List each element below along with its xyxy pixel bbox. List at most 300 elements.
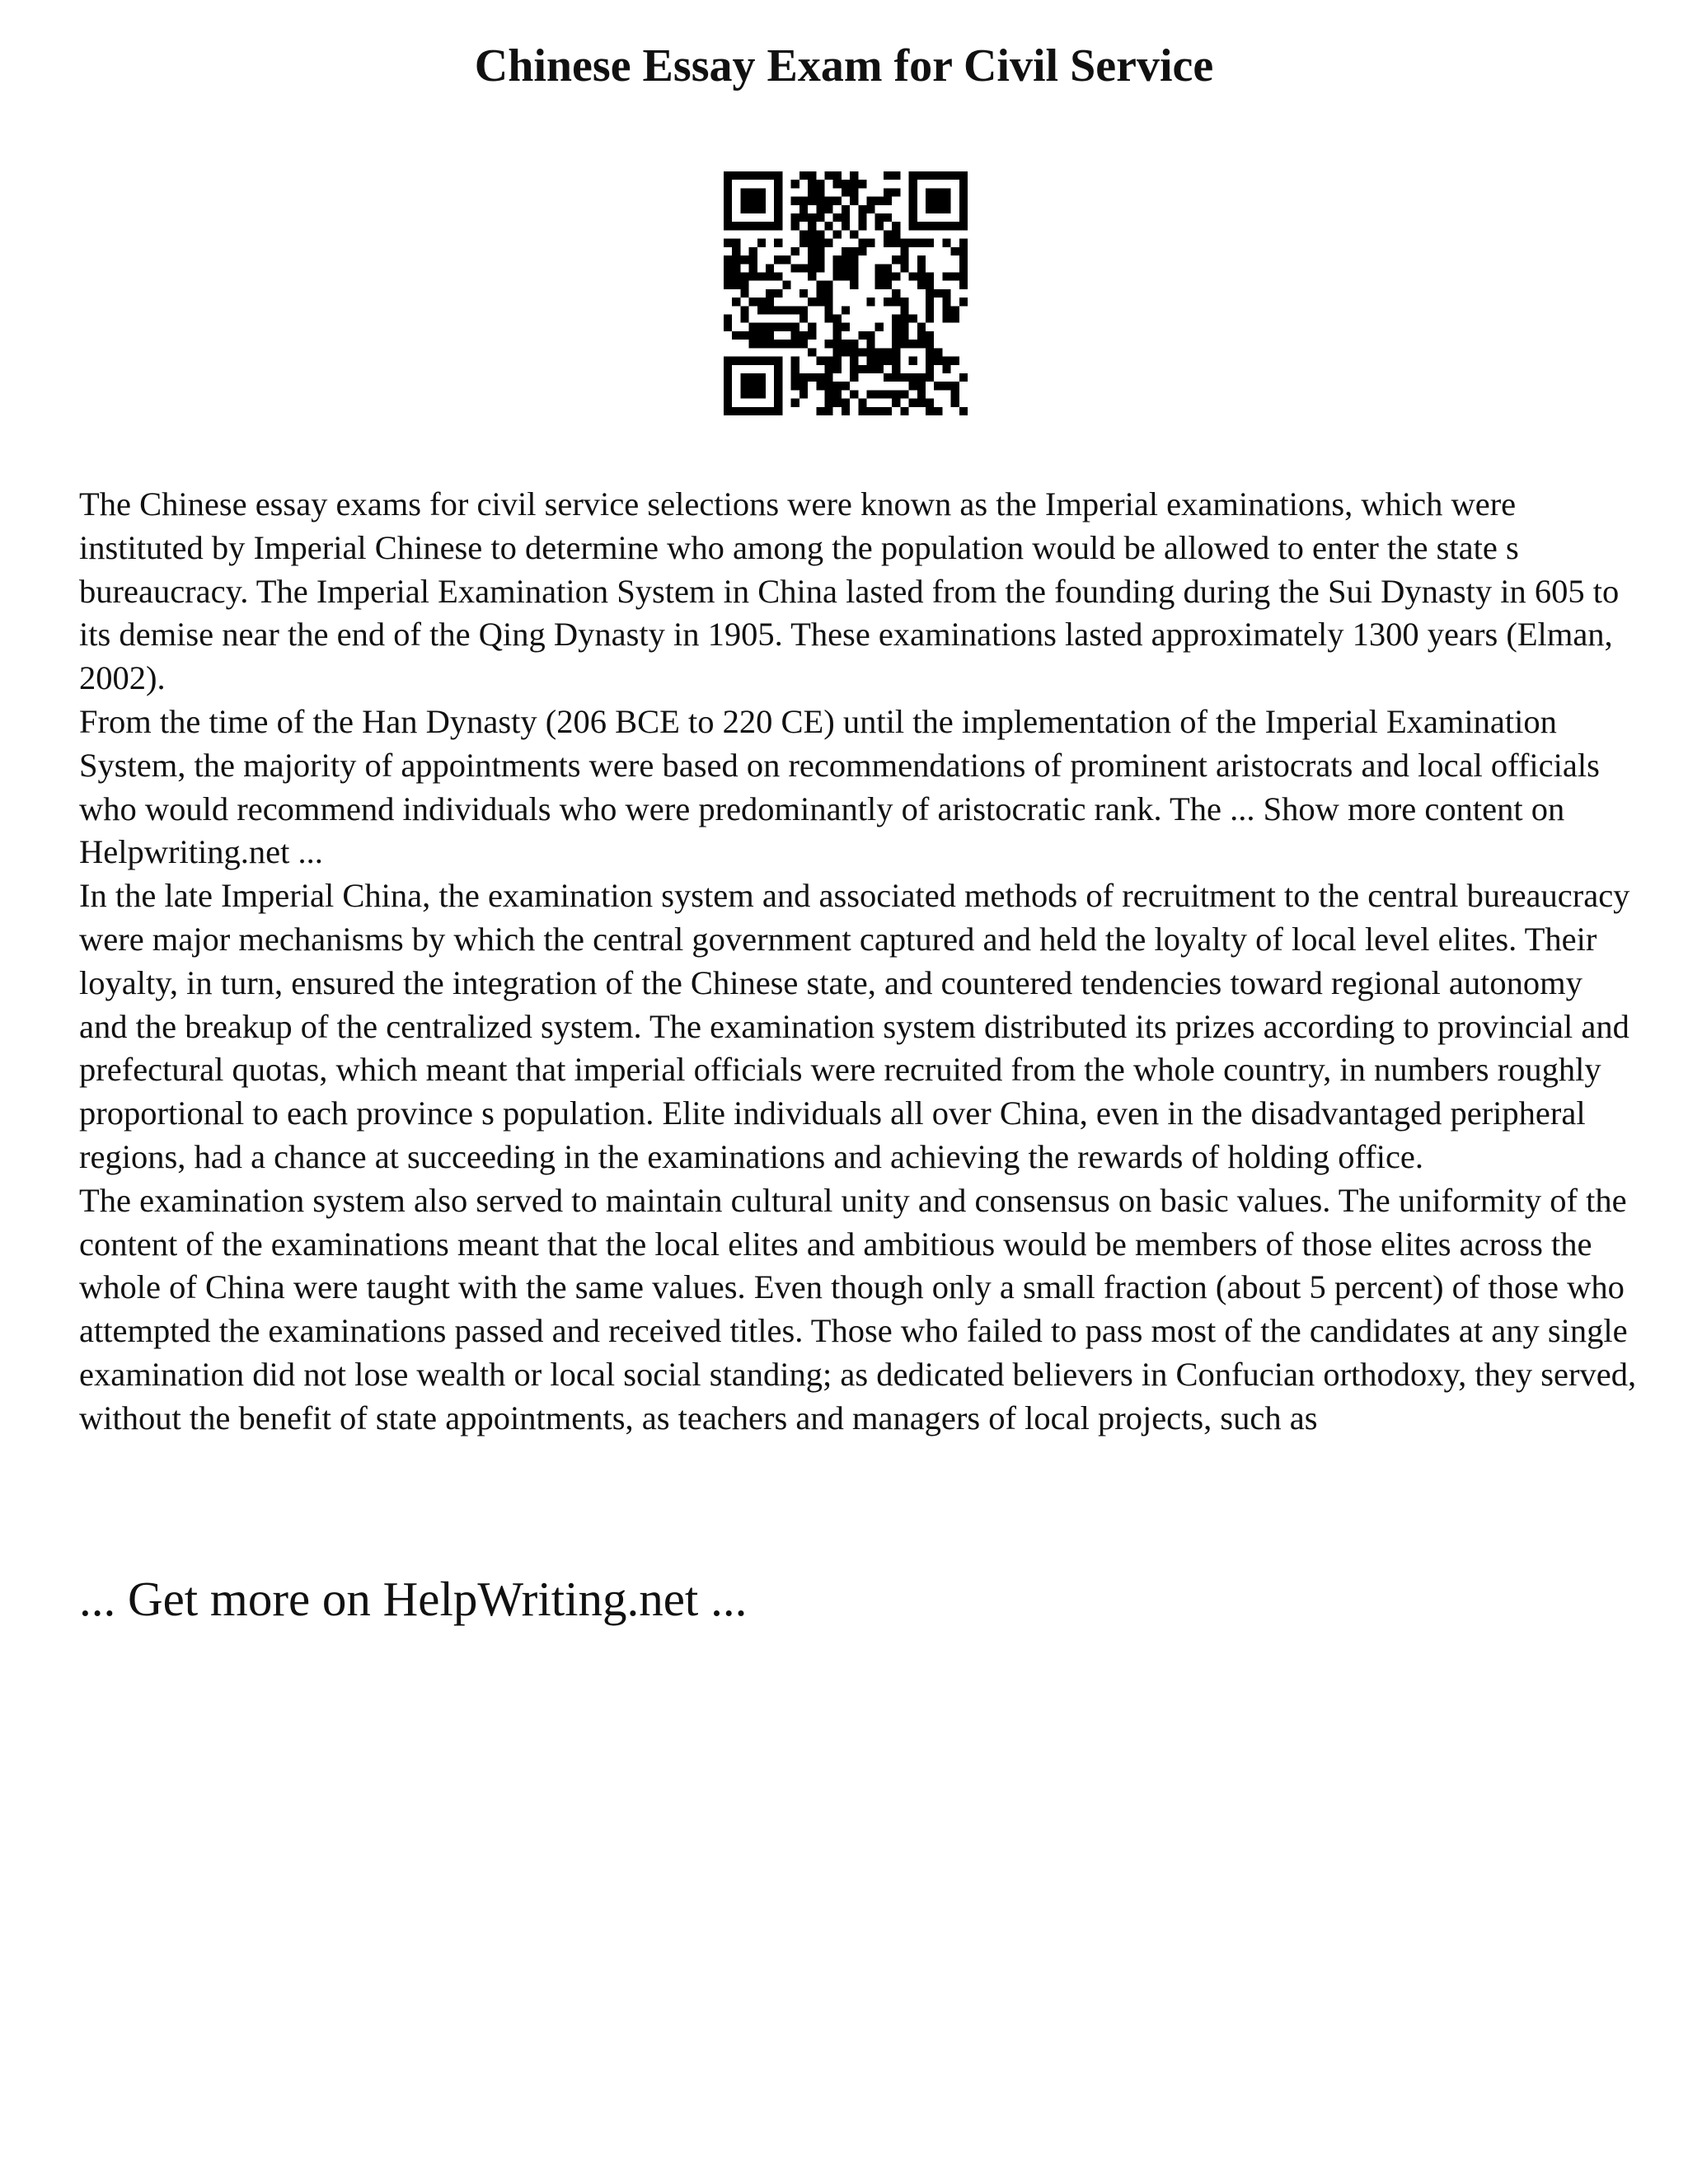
qr-module: [867, 390, 875, 398]
qr-module: [892, 357, 900, 365]
qr-module: [816, 407, 824, 415]
qr-module: [757, 373, 766, 382]
qr-module: [782, 340, 790, 348]
qr-module: [917, 399, 926, 407]
qr-module: [942, 306, 950, 314]
qr-module: [951, 272, 959, 280]
qr-module: [749, 323, 757, 331]
qr-module: [824, 365, 832, 373]
qr-module: [799, 213, 808, 222]
qr-module: [749, 197, 757, 205]
qr-module: [934, 382, 942, 390]
qr-module: [808, 255, 816, 264]
qr-module: [892, 399, 900, 407]
qr-module: [850, 247, 858, 255]
qr-module: [942, 197, 950, 205]
qr-module: [757, 272, 766, 280]
qr-module: [942, 222, 950, 230]
qr-module: [926, 331, 934, 340]
qr-code-graphic: [724, 171, 968, 415]
qr-module: [816, 357, 824, 365]
qr-module: [774, 340, 782, 348]
qr-module: [842, 348, 850, 356]
qr-module: [909, 213, 917, 222]
qr-module: [791, 247, 799, 255]
qr-module: [850, 171, 858, 180]
qr-module: [858, 222, 866, 230]
qr-module: [884, 171, 892, 180]
qr-module: [757, 298, 766, 306]
qr-module: [959, 272, 968, 280]
qr-module: [791, 323, 799, 331]
qr-module: [724, 188, 732, 196]
qr-module: [808, 197, 816, 205]
qr-module: [900, 331, 908, 340]
qr-module: [766, 357, 774, 365]
qr-module: [858, 205, 866, 213]
qr-module: [824, 357, 832, 365]
qr-module: [951, 315, 959, 323]
qr-module: [900, 298, 908, 306]
qr-module: [850, 188, 858, 196]
qr-module: [875, 213, 884, 222]
qr-module: [842, 247, 850, 255]
qr-module: [799, 315, 808, 323]
qr-module: [875, 197, 884, 205]
qr-code-icon[interactable]: [724, 171, 968, 415]
qr-module: [724, 382, 732, 390]
qr-module: [732, 255, 740, 264]
qr-module: [724, 213, 732, 222]
qr-module: [740, 357, 748, 365]
qr-module: [732, 407, 740, 415]
qr-module: [740, 407, 748, 415]
qr-module: [926, 281, 934, 289]
qr-module: [724, 373, 732, 382]
qr-module: [757, 239, 766, 247]
qr-module: [884, 188, 892, 196]
qr-module: [732, 272, 740, 280]
qr-module: [850, 357, 858, 365]
qr-module: [816, 298, 824, 306]
article-body: [79, 483, 1637, 1441]
qr-module: [724, 390, 732, 398]
qr-module: [875, 390, 884, 398]
qr-module: [774, 373, 782, 382]
qr-module: [766, 264, 774, 272]
qr-module: [867, 357, 875, 365]
qr-module: [724, 180, 732, 188]
qr-module: [824, 399, 832, 407]
qr-module: [900, 264, 908, 272]
qr-module: [816, 255, 824, 264]
qr-module: [749, 171, 757, 180]
qr-module: [892, 365, 900, 373]
qr-module: [934, 171, 942, 180]
qr-module: [724, 407, 732, 415]
qr-module: [959, 281, 968, 289]
qr-module: [926, 365, 934, 373]
qr-module: [926, 298, 934, 306]
qr-module: [724, 399, 732, 407]
qr-module: [774, 180, 782, 188]
qr-module: [884, 281, 892, 289]
qr-module: [875, 323, 884, 331]
qr-module: [833, 315, 842, 323]
qr-module: [959, 247, 968, 255]
qr-module: [774, 390, 782, 398]
qr-module: [833, 382, 842, 390]
qr-module: [900, 239, 908, 247]
qr-module: [900, 373, 908, 382]
qr-module: [917, 373, 926, 382]
qr-module: [942, 382, 950, 390]
qr-module: [724, 264, 732, 272]
qr-module: [858, 239, 866, 247]
qr-module: [959, 180, 968, 188]
qr-module: [824, 281, 832, 289]
qr-module: [724, 255, 732, 264]
qr-module: [774, 365, 782, 373]
qr-module: [842, 205, 850, 213]
qr-module: [774, 407, 782, 415]
qr-module: [816, 281, 824, 289]
qr-module: [774, 255, 782, 264]
qr-module: [791, 331, 799, 340]
qr-module: [791, 373, 799, 382]
qr-module: [942, 357, 950, 365]
qr-module: [757, 390, 766, 398]
qr-module: [875, 272, 884, 280]
qr-module: [959, 373, 968, 382]
qr-module: [875, 348, 884, 356]
qr-module: [884, 407, 892, 415]
qr-module: [749, 272, 757, 280]
qr-module: [833, 264, 842, 272]
qr-module: [757, 382, 766, 390]
qr-module: [892, 340, 900, 348]
qr-module: [917, 171, 926, 180]
qr-module: [858, 399, 866, 407]
qr-module: [900, 340, 908, 348]
qr-module: [951, 306, 959, 314]
qr-module: [917, 239, 926, 247]
qr-module: [900, 255, 908, 264]
qr-module: [774, 188, 782, 196]
qr-module: [808, 247, 816, 255]
qr-module: [951, 171, 959, 180]
qr-module: [959, 213, 968, 222]
qr-module: [842, 264, 850, 272]
qr-module: [824, 390, 832, 398]
qr-module: [833, 365, 842, 373]
qr-module: [942, 298, 950, 306]
qr-module: [917, 340, 926, 348]
qr-module: [867, 239, 875, 247]
qr-module: [824, 340, 832, 348]
qr-module: [833, 323, 842, 331]
qr-module: [909, 188, 917, 196]
qr-module: [867, 340, 875, 348]
qr-module: [766, 272, 774, 280]
qr-module: [867, 197, 875, 205]
qr-module: [833, 390, 842, 398]
qr-module: [791, 264, 799, 272]
qr-module: [732, 298, 740, 306]
qr-module: [858, 213, 866, 222]
qr-module: [909, 399, 917, 407]
qr-module: [926, 222, 934, 230]
qr-module: [724, 281, 732, 289]
qr-module: [749, 382, 757, 390]
qr-module: [791, 357, 799, 365]
qr-module: [791, 197, 799, 205]
qr-module: [724, 222, 732, 230]
qr-module: [850, 180, 858, 188]
get-more-link[interactable]: ... Get more on HelpWriting.net ...: [79, 1572, 748, 1626]
qr-module: [884, 373, 892, 382]
qr-module: [740, 373, 748, 382]
qr-module: [892, 272, 900, 280]
qr-module: [808, 180, 816, 188]
qr-module: [926, 197, 934, 205]
qr-module: [884, 197, 892, 205]
qr-module: [850, 197, 858, 205]
qr-module: [926, 357, 934, 365]
qr-module: [959, 239, 968, 247]
qr-module: [799, 390, 808, 398]
qr-module: [833, 255, 842, 264]
qr-module: [724, 239, 732, 247]
qr-module: [749, 205, 757, 213]
qr-module: [833, 331, 842, 340]
qr-module: [816, 205, 824, 213]
qr-module: [757, 340, 766, 348]
qr-module: [808, 298, 816, 306]
qr-module: [926, 348, 934, 356]
qr-module: [808, 264, 816, 272]
qr-module: [951, 390, 959, 398]
qr-module: [875, 407, 884, 415]
qr-module: [791, 306, 799, 314]
qr-module: [724, 272, 732, 280]
qr-module: [757, 205, 766, 213]
qr-module: [774, 306, 782, 314]
qr-module: [724, 357, 732, 365]
qr-module: [824, 315, 832, 323]
qr-module: [774, 205, 782, 213]
qr-module: [900, 247, 908, 255]
qr-module: [917, 331, 926, 340]
qr-module: [900, 323, 908, 331]
qr-module: [842, 272, 850, 280]
qr-module: [799, 264, 808, 272]
qr-module: [732, 357, 740, 365]
qr-module: [951, 247, 959, 255]
qr-module: [942, 188, 950, 196]
qr-module: [892, 315, 900, 323]
qr-module: [909, 197, 917, 205]
qr-module: [749, 247, 757, 255]
qr-module: [892, 390, 900, 398]
qr-module: [842, 382, 850, 390]
qr-module: [917, 323, 926, 331]
qr-module: [749, 357, 757, 365]
qr-module: [766, 306, 774, 314]
qr-module: [732, 171, 740, 180]
qr-module: [824, 289, 832, 298]
qr-module: [824, 171, 832, 180]
qr-module: [782, 281, 790, 289]
qr-module: [934, 289, 942, 298]
qr-module: [892, 289, 900, 298]
qr-module: [791, 340, 799, 348]
qr-module: [740, 382, 748, 390]
qr-module: [934, 407, 942, 415]
qr-module: [892, 323, 900, 331]
qr-module: [900, 306, 908, 314]
qr-module: [757, 331, 766, 340]
qr-module: [766, 340, 774, 348]
qr-module: [884, 272, 892, 280]
qr-module: [892, 348, 900, 356]
qr-module: [892, 171, 900, 180]
qr-module: [824, 239, 832, 247]
qr-module: [842, 407, 850, 415]
qr-module: [757, 171, 766, 180]
qr-module: [850, 281, 858, 289]
qr-module: [900, 315, 908, 323]
qr-module: [926, 272, 934, 280]
qr-module: [850, 272, 858, 280]
qr-module: [766, 323, 774, 331]
qr-module: [808, 213, 816, 222]
qr-module: [740, 331, 748, 340]
qr-module: [774, 222, 782, 230]
qr-module: [740, 197, 748, 205]
qr-module: [926, 306, 934, 314]
qr-module: [909, 357, 917, 365]
qr-module: [867, 407, 875, 415]
qr-module: [909, 239, 917, 247]
qr-module: [942, 272, 950, 280]
qr-module: [766, 407, 774, 415]
qr-module: [842, 306, 850, 314]
qr-module: [858, 331, 866, 340]
qr-module: [816, 230, 824, 238]
qr-module: [749, 264, 757, 272]
qr-module: [749, 331, 757, 340]
qr-module: [799, 289, 808, 298]
qr-module: [766, 171, 774, 180]
qr-module: [942, 315, 950, 323]
qr-module: [934, 222, 942, 230]
qr-module: [749, 298, 757, 306]
qr-module: [749, 188, 757, 196]
qr-module: [875, 264, 884, 272]
qr-module: [867, 331, 875, 340]
qr-module: [816, 180, 824, 188]
qr-module: [842, 213, 850, 222]
qr-module: [774, 399, 782, 407]
qr-module: [858, 180, 866, 188]
qr-module: [774, 272, 782, 280]
qr-module: [917, 255, 926, 264]
qr-module: [749, 340, 757, 348]
qr-module: [833, 340, 842, 348]
qr-module: [808, 323, 816, 331]
qr-module: [833, 213, 842, 222]
qr-module: [732, 247, 740, 255]
qr-module: [926, 171, 934, 180]
qr-module: [799, 197, 808, 205]
qr-module: [884, 213, 892, 222]
qr-module: [942, 289, 950, 298]
qr-module: [959, 255, 968, 264]
qr-module: [824, 205, 832, 213]
paragraph: In the late Imperial China, the examination system and associated methods of recruitment to the central bureaucracy were major mechanisms by which the central government captured and held the loyalty of local level elites. Their loyalty, in turn, ensured the integration of the Chinese state, and countered tendencies toward regional autonomy and the breakup of the centralized system. The examination system distributed its prizes according to provincial and prefectural quotas, which meant that imperial officials were recruited from the whole country, in numbers roughly proportional to each province s population. Elite individuals all over China, even in the disadvantaged peripheral regions, had a chance at succeeding in the examinations and achieving the rewards of holding office.: [79, 877, 1630, 1175]
qr-module: [833, 230, 842, 238]
qr-module: [942, 205, 950, 213]
qr-module: [766, 331, 774, 340]
qr-module: [732, 222, 740, 230]
qr-module: [808, 272, 816, 280]
qr-module: [909, 315, 917, 323]
qr-module: [740, 171, 748, 180]
qr-module: [959, 188, 968, 196]
qr-module: [824, 298, 832, 306]
qr-module: [884, 239, 892, 247]
qr-module: [926, 315, 934, 323]
qr-module: [842, 255, 850, 264]
qr-module: [782, 323, 790, 331]
qr-module: [842, 180, 850, 188]
qr-module: [824, 382, 832, 390]
qr-module: [808, 331, 816, 340]
page-title: Chinese Essay Exam for Civil Service: [474, 40, 1214, 91]
qr-module: [824, 197, 832, 205]
qr-module: [799, 306, 808, 314]
qr-module: [926, 188, 934, 196]
qr-module: [816, 264, 824, 272]
qr-module: [858, 348, 866, 356]
qr-module: [917, 264, 926, 272]
qr-module: [749, 407, 757, 415]
qr-module: [816, 373, 824, 382]
qr-module: [824, 306, 832, 314]
qr-module: [833, 399, 842, 407]
qr-module: [942, 239, 950, 247]
qr-module: [884, 348, 892, 356]
qr-module: [858, 365, 866, 373]
qr-module: [757, 357, 766, 365]
qr-module: [842, 340, 850, 348]
qr-module: [934, 348, 942, 356]
qr-module: [926, 399, 934, 407]
qr-module: [808, 222, 816, 230]
qr-module: [892, 373, 900, 382]
qr-module: [926, 289, 934, 298]
qr-module: [774, 289, 782, 298]
qr-module: [791, 382, 799, 390]
qr-module: [774, 213, 782, 222]
qr-module: [732, 264, 740, 272]
qr-module: [740, 281, 748, 289]
qr-module: [934, 357, 942, 365]
qr-module: [850, 340, 858, 348]
qr-module: [740, 390, 748, 398]
qr-module: [757, 407, 766, 415]
